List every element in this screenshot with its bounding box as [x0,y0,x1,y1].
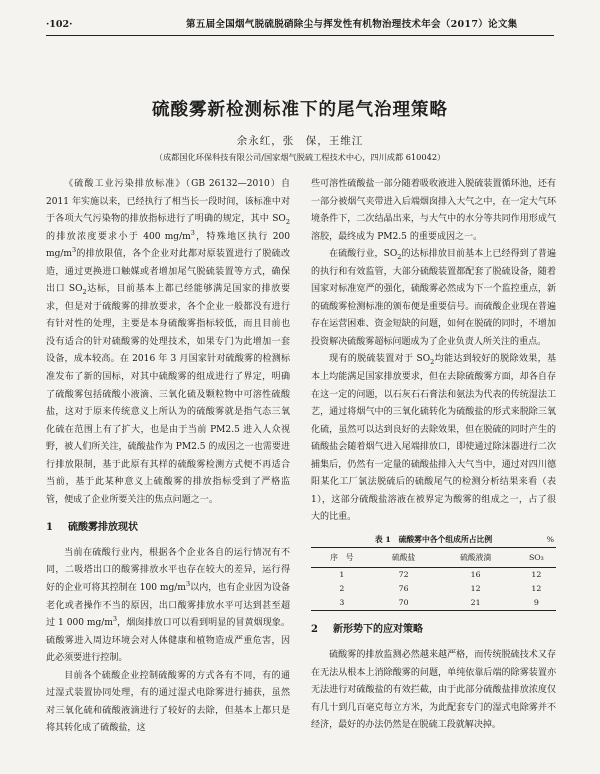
section-1-paragraph-2: 目前各个硫酸企业控制硫酸雾的方式各有不同，有的通过湿式装置协同处理，有的通过湿式电除雾进行捕获，虽然对三氧化硫和硫酸液滴进行了较好的去除，但基本上都只是将其转化成了硫酸盐，这 [46,670,290,734]
section-2-paragraph-1: 硫酸雾的排放监测必然越来越严格，而传统脱硫技术又存在无法从根本上消除酸雾的问题，单纯依靠后端的除雾装置亦无法进行对硫酸盐的有效拦截，由于此部分硫酸盐排放浓度仅有几十到几百毫克每立方米，为此配套专门的湿式电除雾并不经济，最好的办法仍然是在脱硫工段就解决掉。 [311,650,556,731]
header-rule [46,35,554,36]
table-header-cell: 硫酸液滴 [434,547,516,568]
right-paragraph-2: 在硫酸行业，$SO_2$的达标排放目前基本上已经得到了普遍的执行和有效监管，大部分硫酸装置都配套了脱硫设备，随着国家对标准宽严的强化，硫酸雾必然成为下一个监控重点，新的硫酸雾检测标准的颁布便是重要信号。而硫酸企业现在普遍存在运营困难、资金短缺的问题，如何在脱硫的同时，不增加投资解决硫酸雾超标问题成为了企业负责人所关注的重点。 [311,249,557,347]
page-number: ·102· [46,19,73,30]
section-1-paragraph-1: 当前在硫酸行业内，根据各个企业各自的运行情况有不同，二吸塔出口的酸雾排放水平也存在较大的差异，运行得好的企业可将其控制在 100 $mg/m^3$以内，也有企业因为设备老化或者操作不当的原因，出口酸雾排放水平可达到甚至超过 1 000 $mg/m^3$，烟囱排放口可以看到明显的冒黄烟现象。硫酸雾进入周边环境会对人体健康和植物造成严重危害，因此必须要进行控制。 [46,547,291,664]
table-header-cell: 硫酸盐 [373,547,435,568]
table-header-cell: SO₃ [517,547,556,568]
paper-authors: 余永红，张 保，王维江 [236,135,364,147]
section-1-heading: 1 硫酸雾排放现状 [46,522,138,534]
section-2-heading: 2 新形势下的应对策略 [311,624,423,636]
table-row: 1 72 16 12 [339,570,542,580]
right-paragraph-3: 现有的脱硫装置对于 $SO_2$均能达到较好的脱除效果，基本上均能满足国家排放要求，但在去除硫酸雾方面，却各自存在这一定的问题，以石灰石石膏法和氨法为代表的传统湿法工艺，通过将烟气中的三氧化硫转化为硫酸盐的形式来脱除三氧化硫，虽然可以达到良好的去除效果，但在脱硫的同时产生的硫酸盐会随着烟气进入尾端排放口，即使通过除沫器进行二次捕集后，仍然有一定量的硫酸盐排入大气当中，通过对四川德阳某化工厂氯法脱硫后的硫酸尾气的检测分析结果来看（表 1），这部分硫酸盐溶液在被界定为酸雾的组成之一，占了很大的比重。 [311,354,556,523]
right-column [311,176,556,735]
table-1 [311,547,556,612]
table-header-cell: 序 号 [311,547,373,568]
left-column [46,176,290,738]
paper-affiliation: （成都国化环保科技有限公司/国家烟气脱硫工程技术中心，四川成都 610042） [154,152,446,162]
table-row: 3 70 21 9 [311,596,556,611]
table-row: 2 76 12 12 [339,584,542,594]
paper-title: 硫酸雾新检测标准下的尾气治理策略 [152,100,448,120]
right-paragraph-continued: 些可溶性硫酸盐一部分随着吸收液进入脱硫装置循环池，还有一部分被烟气夹带进入后端烟囱排入大气之中，在一定大气环境条件下，二次结晶出来，与大气中的水分等共同作用形成气溶胶，最终成为 PM2.5 的重要成因之一。 [311,179,556,242]
journal-title: 第五届全国烟气脱硫脱硝除尘与挥发性有机物治理技术年会（2017）论文集 [186,19,518,30]
table-1-caption: 表 1 硫酸雾中各个组成所占比例 % [311,533,556,547]
table-1-unit: % [546,534,554,544]
intro-paragraph: 《硫酸工业污染排放标准》（GB 26132—2010）自 2011 年实施以来，已经执行了相当长一段时间，该标准中对于各项大气污染物的排放指标进行了明确的规定，其中 $SO_2$的排放浓度要求小于 400 $mg/m^3$，特殊地区执行 200 $mg/m^3$的排放限值，各个企业对此都对原装置进行了脱硫改造，通过更换进口触媒或者增加尾气脱硫装置等方式，确保出口 $SO_2$达标，目前基本上都已经能够满足国家的排放要求，但是对于硫酸雾的排放要求，各个企业一般都没有进行有针对性的处理，主要是本身硫酸雾指标较低，而且目前也没有适合的针对硫酸雾的处理技术，如果专门为此增加一套设备，成本较高。在 2016 年 3 月国家针对硫酸雾的检测标准发布了新的国标，对其中硫酸雾的组成进行了界定，明确了硫酸雾包括硫酸小液滴、三氧化硫及颗粒物中可溶性硫酸盐，这对于原来传统意义上所认为的硫酸雾就是指气态三氧化硫在范围上有了扩大，也是由于当前 PM2.5 进入人众视野，被人们所关注，硫酸盐作为 PM2.5 的成因之一也需要进行排放限制，基于此原有其样的硫酸雾检测方式便不再适合当前，基于此某种意义上硫酸雾的排放指标受到了严格监管，便成了企业所要关注的焦点问题之一。 [46,179,290,505]
running-head [46,16,554,34]
